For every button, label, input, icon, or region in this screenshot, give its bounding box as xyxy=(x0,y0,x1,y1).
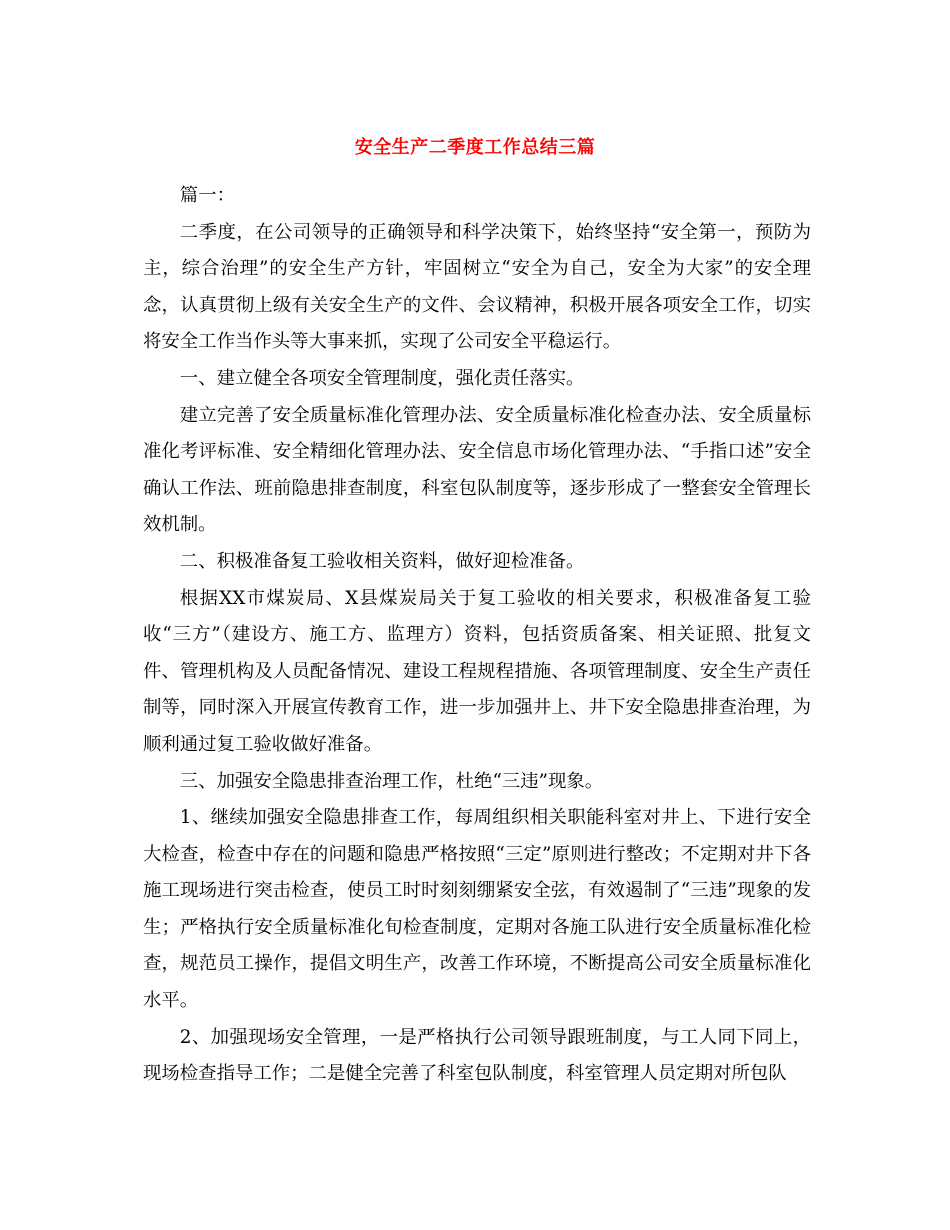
paragraph-item-2: 2、加强现场安全管理，一是严格执行公司领导跟班制度，与工人同下同上，现场检查指导工作；二是健全完善了科室包队制度，科室管理人员定期对所包队 xyxy=(143,1026,811,1085)
paragraph-section-label: 篇一： xyxy=(179,185,235,206)
heading-section-1: 一、建立健全各项安全管理制度，强化责任落实。 xyxy=(179,367,585,389)
paragraph-section-2: 根据XX市煤炭局、X县煤炭局关于复工验收的相关要求，积极准备复工验收“三方”（建设方、施工方、监理方）资料，包括资质备案、相关证照、批复文件、管理机构及人员配备情况、建设工程规程措施、各项管理制度、安全生产责任制等，同时深入开展宣传教育工作，进一步加强井上、井下安全隐患排查治理，为顺利通过复工验收做好准备。 xyxy=(143,587,811,755)
document-body xyxy=(143,178,811,1093)
heading-section-3: 三、加强安全隐患排查治理工作，杜绝“三违”现象。 xyxy=(179,770,604,792)
paragraph-intro: 二季度，在公司领导的正确领导和科学决策下，始终坚持“安全第一，预防为主，综合治理”的安全生产方针，牢固树立“安全为自己，安全为大家”的安全理念，认真贯彻上级有关安全生产的文件、会议精神，积极开展各项安全工作，切实将安全工作当作头等大事来抓，实现了公司安全平稳运行。 xyxy=(143,221,811,353)
document-title: 安全生产二季度工作总结三篇 xyxy=(354,137,596,158)
heading-section-2: 二、积极准备复工验收相关资料，做好迎检准备。 xyxy=(179,550,585,572)
paragraph-item-1: 1、继续加强安全隐患排查工作，每周组织相关职能科室对井上、下进行安全大检查，检查中存在的问题和隐患严格按照“三定”原则进行整改；不定期对井下各施工现场进行突击检查，使员工时时刻刻绷紧安全弦，有效遏制了“三违”现象的发生；严格执行安全质量标准化旬检查制度，定期对各施工队进行安全质量标准化检查，规范员工操作，提倡文明生产，改善工作环境，不断提高公司安全质量标准化水平。 xyxy=(143,807,811,1012)
paragraph-section-1: 建立完善了安全质量标准化管理办法、安全质量标准化检查办法、安全质量标准化考评标准、安全精细化管理办法、安全信息市场化管理办法、“手指口述”安全确认工作法、班前隐患排查制度，科室包队制度等，逐步形成了一整套安全管理长效机制。 xyxy=(143,404,811,536)
